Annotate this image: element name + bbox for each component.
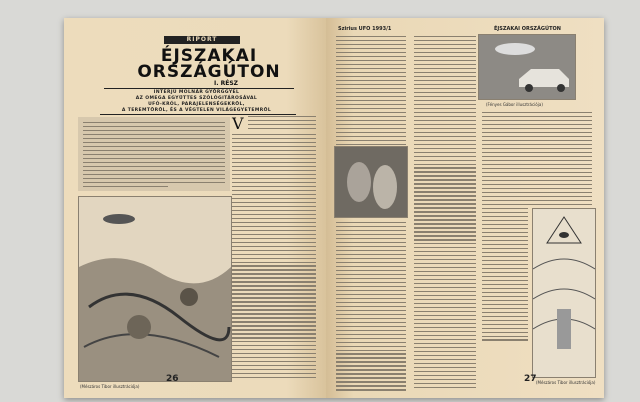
intro-box: [78, 117, 230, 191]
running-head-right: ÉJSZAKAI ORSZÁGÚTON: [494, 26, 561, 32]
body-column-1: [336, 36, 406, 148]
body-column-top: [248, 116, 316, 132]
body-column-3b: [482, 208, 528, 343]
title-line-1: ÉJSZAKAI: [160, 46, 258, 66]
body-column-2: [414, 36, 476, 391]
left-page: [64, 18, 326, 398]
subtitle-line: UFÓ-KRÓL, PARAJELENSÉGEKRŐL,: [148, 102, 245, 107]
body-column-3: [482, 112, 592, 208]
pyramid-eye-illustration: [533, 209, 595, 377]
subtitle: [94, 90, 299, 114]
divider: [104, 88, 294, 89]
photo-middle: [334, 146, 408, 218]
page-number: 27: [524, 374, 537, 384]
drop-cap: V: [232, 114, 244, 133]
photo-figures: [335, 147, 407, 217]
illustration-right: [532, 208, 596, 378]
body-column: [232, 134, 316, 381]
ufo-car-image: [479, 35, 575, 99]
subtitle-line: INTERJÚ MOLNÁR GYÖRGGYEL: [153, 90, 240, 95]
body-column-1b: [336, 222, 406, 393]
part-label: I. RÉSZ: [214, 80, 238, 87]
page-number: 26: [166, 374, 179, 384]
title-line-2: ORSZÁGÚTON: [137, 62, 281, 82]
magazine-spread: [64, 18, 604, 398]
ufo-car-illustration: [478, 34, 576, 100]
intro-text: [83, 122, 225, 190]
running-head-left: Szirius UFO 1993/1: [338, 26, 392, 32]
top-image-caption: (Fényes Gábor illusztrációja): [486, 102, 543, 107]
subtitle-line: AZ OMEGA EGYÜTTES SZÓLÓGITÁROSÁVAL: [135, 96, 258, 101]
bottom-image-caption: (Mészáros Tibor illusztrációja): [536, 380, 596, 385]
subtitle-line: A TEREMTŐRŐL, ÉS A VÉGTELEN VILÁGEGYETEMRŐL: [121, 108, 272, 113]
illustration-caption: (Mészáros Tibor illusztrációja): [80, 384, 140, 389]
rubric-label: RIPORT: [164, 36, 240, 44]
divider: [100, 114, 296, 115]
illustration-left: [78, 196, 232, 382]
fantasy-illustration: [79, 197, 231, 381]
right-page: [326, 18, 604, 398]
